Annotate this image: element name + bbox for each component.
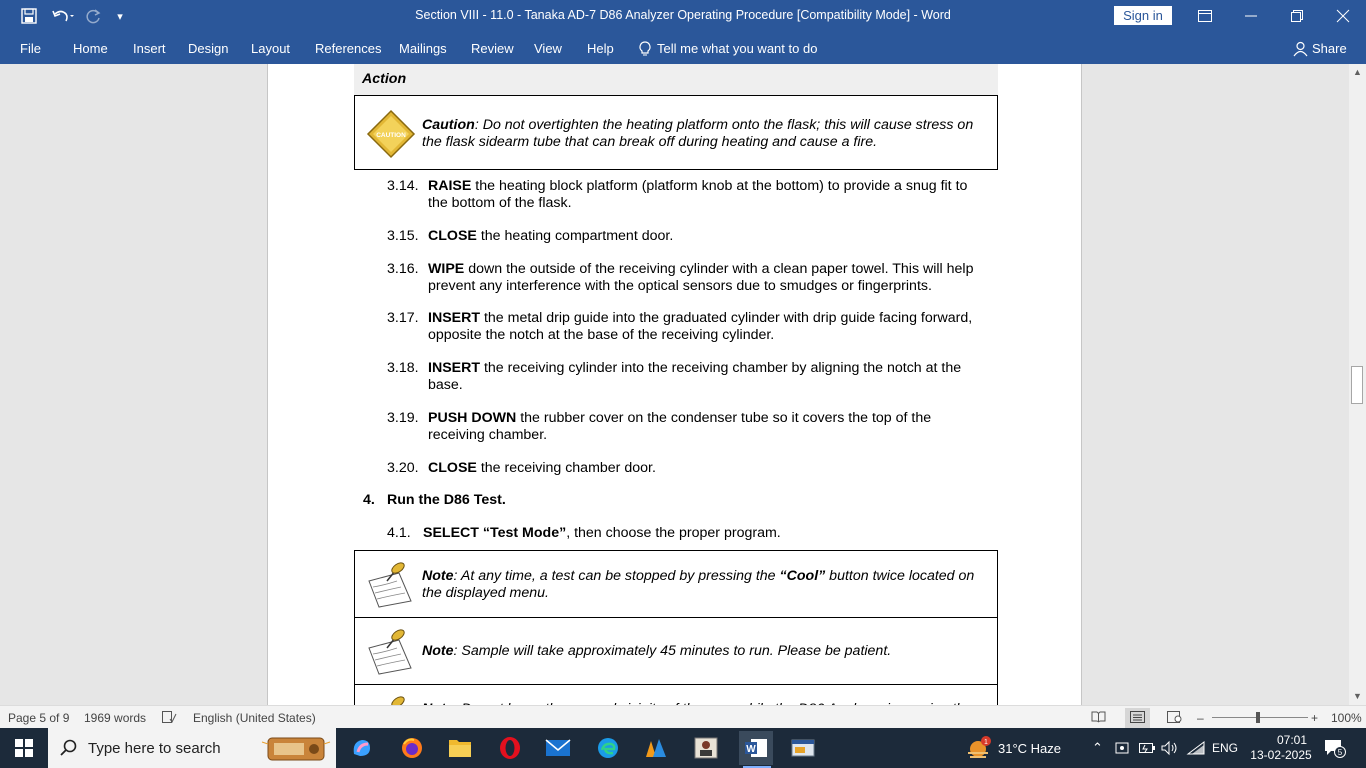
- tab-help[interactable]: Help: [587, 41, 614, 56]
- save-icon[interactable]: [18, 4, 40, 28]
- step-3-17: INSERT the metal drip guide into the graduated cylinder with drip guide facing forward, opposite the notch at the base of the receiving cylinder.: [428, 310, 973, 343]
- windows-start-icon[interactable]: [8, 734, 40, 762]
- caution-box: [354, 95, 998, 170]
- page-count[interactable]: Page 5 of 9: [8, 711, 70, 725]
- tab-file[interactable]: File: [20, 41, 41, 56]
- step-3-20: CLOSE the receiving chamber door.: [428, 460, 656, 476]
- edge-icon[interactable]: [592, 734, 624, 762]
- vertical-scrollbar[interactable]: [1349, 64, 1366, 705]
- zoom-in-icon[interactable]: +: [1311, 711, 1319, 725]
- tab-view[interactable]: View: [534, 41, 562, 56]
- svg-text:1: 1: [984, 739, 988, 746]
- step-number: 3.19.: [387, 410, 419, 426]
- svg-text:CAUTION: CAUTION: [376, 132, 406, 139]
- tab-home[interactable]: Home: [73, 41, 108, 56]
- opera-icon[interactable]: [494, 734, 526, 762]
- close-icon[interactable]: [1320, 0, 1366, 32]
- restore-icon[interactable]: [1274, 0, 1320, 32]
- step-3-16: WIPE down the outside of the receiving cylinder with a clean paper towel. This will help prevent any interference with the optical sensors due to smudges or fingerprints.: [428, 261, 974, 294]
- proofing-icon[interactable]: [162, 711, 177, 726]
- radio-highlight-icon: [262, 732, 330, 764]
- step-number: 3.18.: [387, 360, 419, 376]
- notifications-icon[interactable]: [1324, 728, 1346, 768]
- clock-date: 13-02-2025: [1250, 748, 1312, 762]
- meet-now-icon[interactable]: [1115, 728, 1131, 768]
- share-button[interactable]: Share: [1312, 41, 1347, 56]
- mail-icon[interactable]: [542, 734, 574, 762]
- status-bar: [0, 705, 1366, 729]
- step-number: 3.15.: [387, 228, 419, 244]
- caution-text: Caution: Do not overtighten the heating platform onto the flask; this will cause stress on the flask sidearm tube that can break off during heating and cause a fire.: [422, 117, 974, 150]
- caution-label: Caution: [422, 117, 475, 133]
- step-3-14: RAISE the heating block platform (platform knob at the bottom) to provide a snug fit to the bottom of the flask.: [428, 178, 968, 211]
- section-4-title: Run the D86 Test.: [387, 492, 506, 508]
- note-pin-icon: [365, 559, 415, 609]
- clock-time: 07:01: [1276, 733, 1307, 747]
- customize-qat-icon[interactable]: ▾: [117, 10, 123, 23]
- window-title: Section VIII - 11.0 - Tanaka AD-7 D86 Analyzer Operating Procedure [Compatibility Mode] - Word: [415, 8, 951, 22]
- zoom-slider[interactable]: [1212, 717, 1308, 718]
- section-4-number: 4.: [363, 492, 375, 508]
- app-icon[interactable]: [640, 734, 672, 762]
- zoom-level[interactable]: 100%: [1331, 711, 1362, 725]
- weather-widget[interactable]: [966, 728, 1061, 768]
- read-mode-icon[interactable]: [1091, 711, 1106, 726]
- volume-icon[interactable]: [1161, 728, 1179, 768]
- tell-me-search[interactable]: Tell me what you want to do: [657, 41, 818, 56]
- search-placeholder: Type here to search: [88, 740, 221, 757]
- tab-references[interactable]: References: [315, 41, 382, 56]
- tab-review[interactable]: Review: [471, 41, 514, 56]
- note-pin-icon: [365, 626, 415, 676]
- tab-design[interactable]: Design: [188, 41, 229, 56]
- firefox-icon[interactable]: [396, 734, 428, 762]
- battery-icon[interactable]: [1139, 728, 1155, 768]
- action-header: [354, 64, 998, 95]
- tray-chevron-icon[interactable]: ⌃: [1092, 740, 1103, 755]
- scroll-up-icon[interactable]: ▲: [1353, 67, 1362, 77]
- step-4-1: SELECT “Test Mode”, then choose the proper program.: [423, 525, 781, 541]
- step-3-18: INSERT the receiving cylinder into the receiving chamber by aligning the notch at the base.: [428, 360, 962, 393]
- scroll-down-icon[interactable]: ▼: [1353, 691, 1362, 701]
- title-bar: [0, 0, 1366, 33]
- search-icon: [60, 739, 78, 757]
- step-number: 3.14.: [387, 178, 419, 194]
- language-indicator[interactable]: English (United States): [193, 711, 316, 725]
- note-text: Note: Sample will take approximately 45 minutes to run. Please be patient.: [422, 643, 892, 659]
- action-header-label: Action: [362, 71, 407, 87]
- word-count[interactable]: 1969 words: [84, 711, 147, 725]
- svg-text:5: 5: [1337, 748, 1343, 757]
- note-box: [354, 550, 998, 618]
- wifi-icon[interactable]: [1187, 728, 1205, 768]
- zoom-slider-thumb[interactable]: [1256, 712, 1260, 723]
- share-icon[interactable]: [1293, 41, 1308, 59]
- app-window-icon[interactable]: [787, 734, 819, 762]
- taskbar-search[interactable]: [48, 728, 336, 768]
- ribbon-display-options-icon[interactable]: [1182, 0, 1228, 32]
- note-box: [354, 617, 998, 685]
- minimize-icon[interactable]: [1228, 0, 1274, 32]
- step-number: 4.1.: [387, 525, 411, 541]
- step-3-15: CLOSE the heating compartment door.: [428, 228, 674, 244]
- tab-insert[interactable]: Insert: [133, 41, 166, 56]
- undo-icon[interactable]: [48, 4, 78, 28]
- redo-icon[interactable]: [82, 4, 104, 28]
- step-number: 3.17.: [387, 310, 419, 326]
- clock[interactable]: [1250, 728, 1312, 768]
- file-explorer-icon[interactable]: [444, 734, 476, 762]
- print-layout-icon[interactable]: [1125, 708, 1150, 729]
- zoom-out-icon[interactable]: –: [1197, 711, 1204, 725]
- pinned-app-icon[interactable]: [690, 734, 722, 762]
- language-tray[interactable]: ENG: [1212, 741, 1239, 755]
- tab-mailings[interactable]: Mailings: [399, 41, 447, 56]
- step-number: 3.16.: [387, 261, 419, 277]
- sign-in-button[interactable]: Sign in: [1114, 6, 1172, 25]
- note-text: Note: At any time, a test can be stopped by pressing the “Cool” button twice located on the displayed menu.: [422, 568, 975, 601]
- weather-text: 31°C Haze: [998, 740, 1062, 756]
- ribbon-tabs: [0, 33, 1366, 64]
- scroll-thumb[interactable]: [1351, 366, 1363, 404]
- tab-layout[interactable]: Layout: [251, 41, 291, 56]
- word-taskbar-icon[interactable]: [739, 731, 773, 765]
- web-layout-icon[interactable]: [1167, 711, 1182, 726]
- taskbar: [0, 728, 1366, 768]
- svg-text:W: W: [746, 744, 756, 755]
- step-number: 3.20.: [387, 460, 419, 476]
- weather-icon: [966, 736, 992, 760]
- document-area[interactable]: [0, 64, 1349, 705]
- caution-icon: [367, 110, 415, 158]
- lightbulb-icon: [639, 41, 651, 59]
- copilot-icon[interactable]: [346, 734, 378, 762]
- step-3-19: PUSH DOWN the rubber cover on the condenser tube so it covers the top of the receiving chamber.: [428, 410, 932, 443]
